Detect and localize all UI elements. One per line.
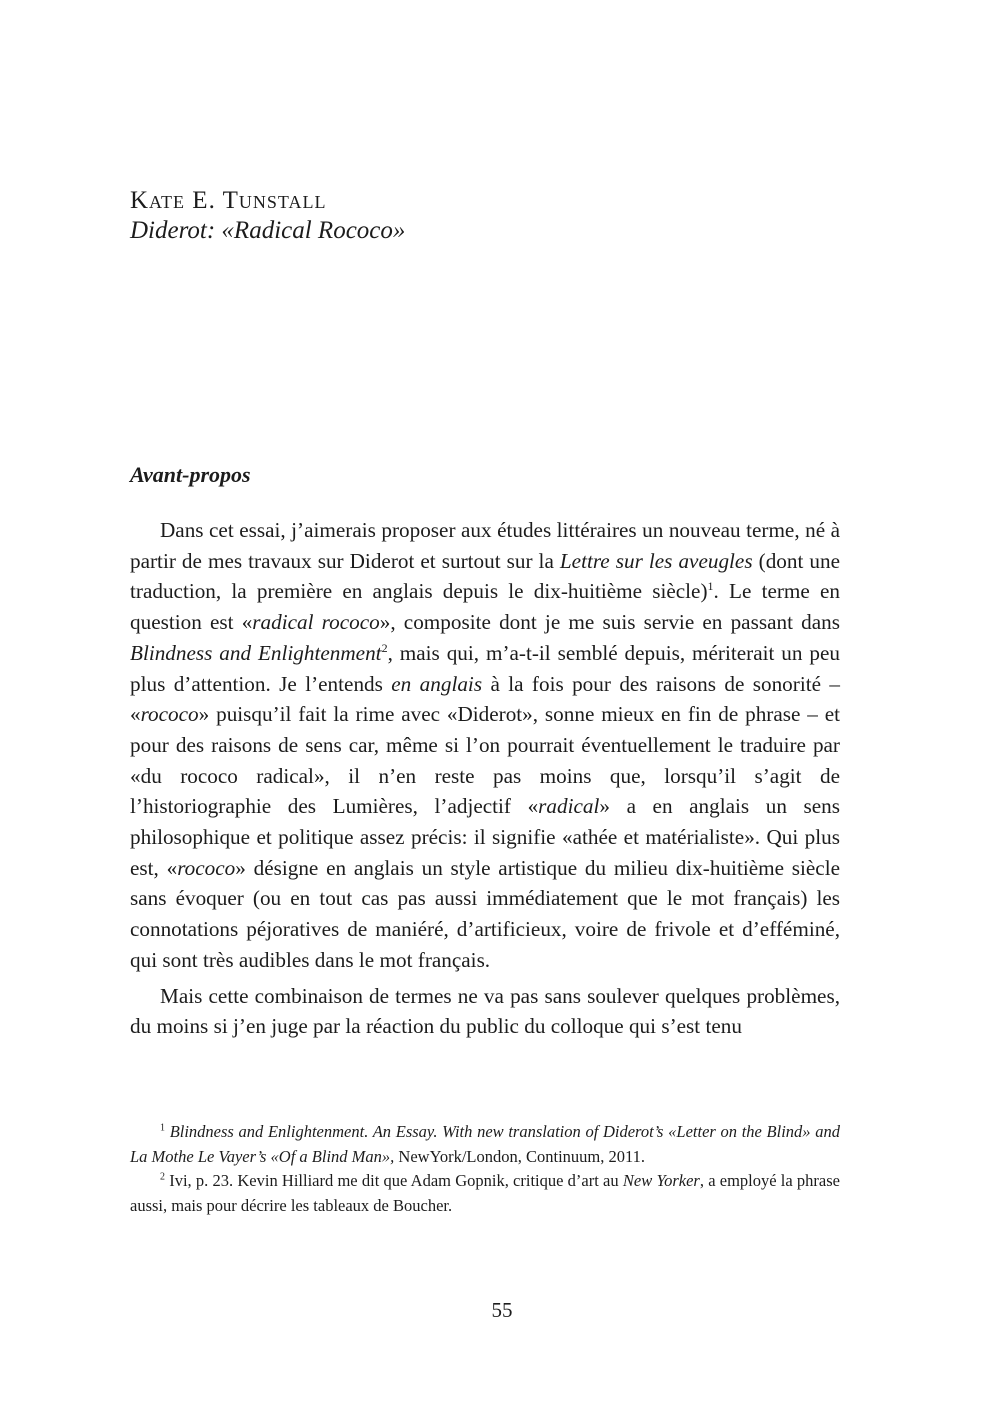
italic-text: radical rococo bbox=[252, 610, 380, 635]
italic-text: New Yorker bbox=[622, 1171, 700, 1190]
text-run: , a employé la phrase aussi, mais pour décrire les tableaux de Boucher. bbox=[130, 1171, 840, 1215]
text-run: » a en anglais un sens philosophique et politique assez précis: il signifie «athée et matérialiste». Qui plus est, « bbox=[130, 794, 841, 880]
text-run: NewYork/London, Continuum, 2011. bbox=[394, 1146, 646, 1166]
text-run: , mais qui, m’a-t-il semblé depuis, mériterait un peu plus d’attention. Je l’entends bbox=[130, 640, 840, 696]
paragraph bbox=[130, 515, 840, 976]
text-run: » désigne en anglais un style artistique du milieu dix-huitième siècle sans évoquer (ou en tout cas pas aussi immédiatement que le mot français) les connotations péjoratives de maniéré, d’artificieux, voire de frivole et d’efféminé, qui sont très audibles dans le mot français. bbox=[130, 855, 840, 972]
text-run: (dont une traduction, la première en anglais depuis le dix-huitième siècle) bbox=[130, 548, 840, 604]
author-name: Kate E. Tunstall bbox=[130, 187, 327, 214]
body-text bbox=[130, 515, 840, 1042]
page-number: 55 bbox=[491, 1298, 513, 1322]
italic-text: en anglais bbox=[391, 671, 483, 696]
footnote-ref-2[interactable]: 2 bbox=[381, 640, 388, 655]
section-title: Avant-propos bbox=[130, 462, 251, 487]
footnote-ref-1[interactable]: 1 bbox=[707, 579, 714, 594]
article-header bbox=[130, 186, 840, 246]
text-run: Dans cet essai, j’aimerais proposer aux études littéraires un nouveau terme, né à partir de mes travaux sur Diderot et surtout sur la bbox=[130, 518, 840, 573]
italic-text: Blindness and Enlightenment bbox=[130, 640, 382, 665]
article-title: Diderot: «Radical Rococo» bbox=[130, 217, 406, 244]
italic-text: rococo bbox=[140, 702, 199, 727]
footnote-1 bbox=[130, 1120, 840, 1169]
italic-text: rococo bbox=[177, 855, 236, 880]
paragraph: Mais cette combinaison de termes ne va pas sans soulever quelques problèmes, du moins si j’en juge par la réaction du public du colloque qui s’est tenu bbox=[130, 983, 840, 1039]
italic-text: Blindness and Enlightenment. An Essay. With new translation of Diderot’s «Letter on the Blind» and La Mothe Le Vayer’s «Of a Blind Man», bbox=[130, 1122, 840, 1166]
italic-text: Lettre sur les aveugles bbox=[559, 548, 753, 573]
text-run: », composite dont je me suis servie en passant dans bbox=[379, 610, 840, 635]
text-run: à la fois pour des raisons de sonorité – « bbox=[130, 671, 840, 727]
footnote-2 bbox=[130, 1169, 840, 1218]
text-run: » puisqu’il fait la rime avec «Diderot», sonne mieux en fin de phrase – et pour des raisons de sens car, même si l’on pourrait éventuellement le traduire par «du rococo radical», il n’en reste pas moins que, lorsqu’il s’agit de l’historiographie des Lumières, l’adjectif « bbox=[130, 702, 840, 819]
footnote-number: 2 bbox=[160, 1171, 165, 1183]
footnote-number: 1 bbox=[160, 1122, 165, 1134]
footnotes bbox=[130, 1120, 840, 1218]
text-run: Ivi, p. 23. Kevin Hilliard me dit que Adam Gopnik, critique d’art au bbox=[165, 1171, 623, 1190]
text-run: . Le terme en question est « bbox=[130, 579, 840, 635]
italic-text: radical bbox=[538, 794, 600, 819]
